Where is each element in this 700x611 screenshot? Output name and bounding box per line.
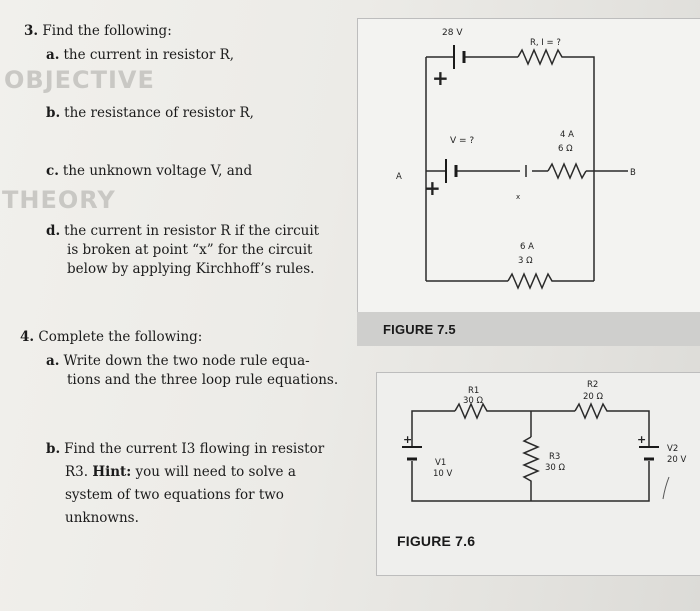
figure-7-5-circuit bbox=[358, 19, 700, 313]
q4-item-b-line3: system of two equations for two bbox=[65, 487, 284, 503]
v1-value: 10 V bbox=[433, 469, 453, 479]
question-4-heading bbox=[20, 328, 202, 347]
q4-item-b-line4: unknowns. bbox=[65, 510, 139, 526]
node-a-label: A bbox=[396, 172, 402, 182]
ghost-heading-theory: THEORY bbox=[2, 186, 116, 214]
q4-item-a-line2: tions and the three loop rule equations. bbox=[67, 372, 339, 388]
battery-2-value: V = ? bbox=[450, 136, 475, 146]
r2-value: 20 Ω bbox=[583, 392, 604, 402]
question-3-title: Find the following: bbox=[42, 23, 172, 39]
q4-item-a: a. Write down the two node rule equa- bbox=[46, 353, 310, 369]
figure-7-5-label: FIGURE 7.5 bbox=[383, 322, 456, 337]
resistor-mid-value: 6 Ω bbox=[558, 144, 573, 154]
question-3-number: 3. bbox=[24, 23, 39, 39]
q3-item-b: b. the resistance of resistor R, bbox=[46, 105, 254, 121]
node-b-label: B bbox=[630, 168, 636, 178]
battery-1-value: 28 V bbox=[442, 28, 463, 38]
figure-7-5-labels bbox=[396, 28, 636, 266]
question-4-title: Complete the following: bbox=[38, 329, 203, 345]
q3-item-c: c. the unknown voltage V, and bbox=[46, 163, 253, 179]
r1-name: R1 bbox=[468, 386, 480, 396]
battery-2-plus-sign: + bbox=[424, 176, 441, 200]
q3-item-d-line3: below by applying Kirchhoff’s rules. bbox=[67, 261, 315, 277]
resistor-bottom-current: 6 A bbox=[520, 242, 534, 252]
figure-7-5-panel bbox=[357, 18, 700, 314]
resistor-bottom-value: 3 Ω bbox=[518, 256, 533, 266]
resistor-mid-current: 4 A bbox=[560, 130, 574, 140]
q4-item-b-line2: R3. Hint: you will need to solve a bbox=[65, 464, 296, 480]
q3-item-d-line2: is broken at point “x” for the circuit bbox=[67, 242, 313, 258]
v1-plus-sign: + bbox=[403, 433, 413, 446]
resistor-top-label: R, I = ? bbox=[530, 38, 561, 48]
q4-item-b: b. Find the current I3 flowing in resistor bbox=[46, 441, 325, 457]
question-4-number: 4. bbox=[20, 329, 35, 345]
r3-value: 30 Ω bbox=[545, 463, 566, 473]
v2-value: 20 V bbox=[667, 455, 687, 465]
ghost-heading-objective: OBJECTIVE bbox=[4, 66, 155, 94]
figure-7-6-labels bbox=[403, 380, 687, 479]
battery-1-plus-sign: + bbox=[432, 66, 449, 90]
r2-name: R2 bbox=[587, 380, 599, 390]
r1-value: 30 Ω bbox=[463, 396, 484, 406]
q3-item-d: d. the current in resistor R if the circuit bbox=[46, 223, 320, 239]
figure-7-6-panel bbox=[376, 372, 700, 576]
question-3-heading bbox=[24, 22, 172, 41]
break-point-x: x bbox=[516, 193, 521, 201]
q3-item-a: a. the current in resistor R, bbox=[46, 47, 235, 63]
v2-name: V2 bbox=[667, 444, 679, 454]
figure-7-6-label: FIGURE 7.6 bbox=[397, 533, 476, 549]
r3-name: R3 bbox=[549, 452, 561, 462]
v1-name: V1 bbox=[435, 458, 447, 468]
v2-plus-sign: + bbox=[637, 433, 647, 446]
